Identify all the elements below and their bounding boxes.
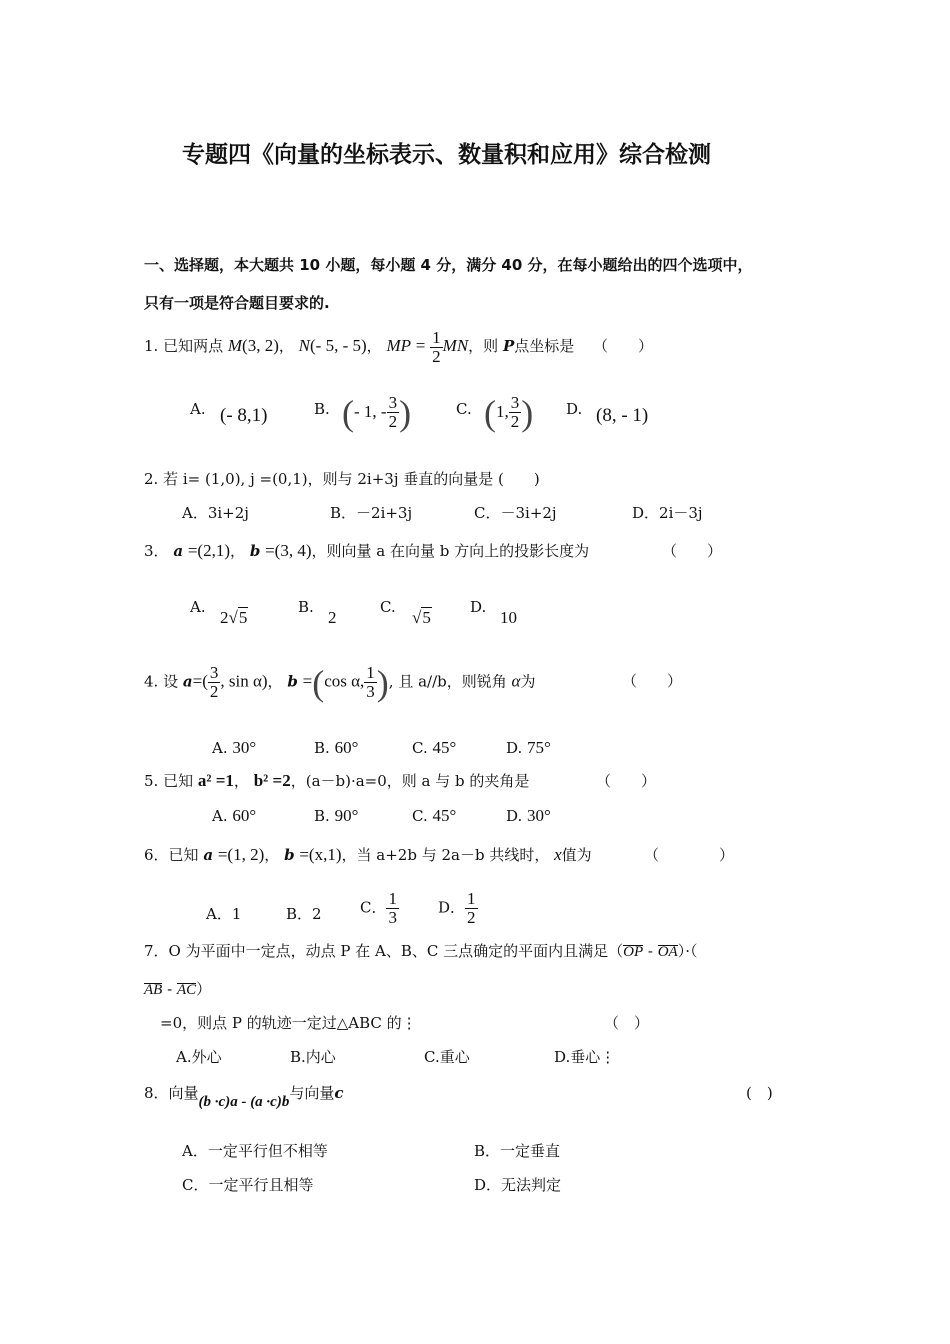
q4-text2: 为 <box>520 672 536 691</box>
q8-option-b: B．一定垂直 <box>474 1142 561 1160</box>
q1-frac-den: 2 <box>432 346 441 366</box>
q1-sep1: ， <box>278 337 294 355</box>
question-6 <box>144 844 592 865</box>
sqrt-icon: √ <box>228 608 238 627</box>
q5-b-label: B. <box>314 807 330 825</box>
q4-c-value: 45° <box>432 738 457 757</box>
q7-vector-oa: OA <box>657 944 678 960</box>
q7-option-d: D.垂心⋮ <box>554 1048 616 1066</box>
q4-number: 4. 设 <box>144 672 179 691</box>
question-7-line2 <box>144 978 211 999</box>
q3-option-d-value: 10 <box>500 608 517 627</box>
q5-option-d <box>506 806 551 826</box>
q8-vector-c: c <box>334 1084 344 1102</box>
q5-a-value: 60° <box>232 806 257 825</box>
q1-option-a-label: A. <box>190 400 206 418</box>
q4-b-rparen: ) <box>376 662 389 703</box>
page-title: 专题四《向量的坐标表示、数量积和应用》综合检测 <box>182 142 711 168</box>
q7-option-c: C.重心 <box>424 1048 470 1066</box>
q6-x: x <box>554 845 562 864</box>
q5-c-value: 45° <box>432 806 457 825</box>
q8-option-d: D．无法判定 <box>474 1176 562 1194</box>
q5-d-value: 30° <box>527 806 551 825</box>
q5-b-value: 90° <box>334 806 359 825</box>
q6-d-num: 1 <box>467 889 476 908</box>
q1-answer-paren: （ ） <box>593 337 654 355</box>
q5-number: 5. 已知 <box>144 772 194 790</box>
q1-option-c-label: C. <box>456 400 472 418</box>
q2-option-c: C．－3i+2j <box>474 504 557 522</box>
q2-option-b: B．－2i+3j <box>330 504 413 522</box>
question-7-line3: =0，则点 P 的轨迹一定过△ABC 的⋮ <box>160 1014 417 1032</box>
q3-option-c-label: C. <box>380 598 396 616</box>
q4-sep: ， <box>267 672 283 691</box>
q1-c-den: 2 <box>510 412 520 431</box>
q4-a-den: 2 <box>209 682 219 701</box>
q6-a-value: =(1, 2) <box>217 845 265 864</box>
q4-answer-paren: （ ） <box>622 672 683 690</box>
q1-option-c-value <box>484 394 533 431</box>
sqrt-icon: √ <box>412 608 422 627</box>
q3-vector-a: a <box>173 542 184 560</box>
question-8 <box>144 1082 344 1110</box>
q7-vector-ac: AC <box>176 982 197 998</box>
question-3 <box>144 540 589 561</box>
q3-vector-b: b <box>249 542 261 560</box>
q7-vector-op: OP <box>623 944 644 960</box>
q4-a-rest: , sin α) <box>220 671 268 691</box>
q3-option-a-value <box>220 608 248 628</box>
q1-c-num: 3 <box>510 393 520 412</box>
q3-a-radicand: 5 <box>238 608 248 627</box>
q3-answer-paren: （ ） <box>662 542 723 560</box>
q8-text: 与向量 <box>289 1084 335 1102</box>
q4-a-frac <box>208 664 221 701</box>
q3-text: ，则向量 a 在向量 b 方向上的投影长度为 <box>311 542 590 560</box>
q1-text-c: 点坐标是 <box>514 337 575 355</box>
q4-b-den: 3 <box>366 682 375 701</box>
q1-b-num: 3 <box>388 393 398 412</box>
q6-text: ，当 a+2b 与 2a－b 共线时， <box>341 846 550 864</box>
q1-option-b-value <box>342 394 411 431</box>
q4-b-label: B. <box>314 739 330 757</box>
q5-option-a <box>212 806 256 826</box>
q3-b-value: =(3, 4) <box>265 541 312 560</box>
q3-option-d-label: D. <box>470 598 487 616</box>
q5-c-label: C. <box>412 807 428 825</box>
q1-option-d-value: (8, - 1) <box>596 405 649 426</box>
q4-c-label: C. <box>412 739 428 757</box>
q6-text2: 值为 <box>561 846 592 864</box>
question-1 <box>144 326 653 366</box>
q1-b-den: 2 <box>388 412 398 431</box>
q6-sep: ， <box>264 846 280 864</box>
q6-option-c <box>360 890 399 927</box>
q7-close: ） <box>196 980 212 998</box>
q7-option-b: B.内心 <box>290 1048 336 1066</box>
q4-b-frac <box>364 664 377 701</box>
q8-option-a: A．一定平行但不相等 <box>182 1142 328 1160</box>
question-5 <box>144 770 529 791</box>
q7-option-a: A.外心 <box>176 1048 222 1066</box>
q5-a-label: A. <box>212 807 228 825</box>
q1-point-m: M <box>227 336 243 355</box>
q1-text-b: ，则 <box>468 337 499 355</box>
q1-b-lparen: ( <box>342 392 354 433</box>
q4-a-eq: =( <box>192 671 208 691</box>
q6-option-b: B．2 <box>286 905 322 923</box>
q1-option-a <box>190 400 206 418</box>
q4-vector-a: a <box>182 672 193 691</box>
q6-answer-paren: （ ） <box>644 846 735 864</box>
q1-m-coords: (3, 2) <box>242 336 279 355</box>
q4-a-num: 3 <box>209 663 219 682</box>
q3-c-radicand: 5 <box>422 608 431 627</box>
q1-c-lparen: ( <box>484 392 496 433</box>
q6-number: 6．已知 <box>144 846 199 864</box>
q8-expression: (b ·c)a - (a ·c)b <box>198 1094 290 1110</box>
q4-option-d <box>506 738 551 758</box>
q4-alpha: α <box>511 671 521 691</box>
q1-b-pre: - 1, - <box>354 402 387 421</box>
q1-n-coords: (- 5, - 5) <box>310 336 367 355</box>
q6-option-a: A．1 <box>206 905 242 923</box>
q1-option-d-label: D. <box>566 400 583 418</box>
q4-d-value: 75° <box>527 738 551 757</box>
q6-d-label: D． <box>438 898 466 917</box>
q1-option-a-value: (- 8,1) <box>220 405 268 426</box>
q2-option-d: D．2i－3j <box>632 504 703 522</box>
q3-a-value: =(2,1) <box>187 541 231 560</box>
q1-point-p: P <box>502 337 515 355</box>
q7-vector-ab: AB <box>144 982 163 998</box>
question-2: 2. 若 i= (1,0), j =(0,1)，则与 2i+3j 垂直的向量是 ( ) <box>144 470 540 488</box>
q7-minus: - <box>643 942 658 960</box>
q1-prefix: 1. 已知两点 <box>144 337 224 355</box>
q3-sep: ， <box>230 542 246 560</box>
q5-option-c <box>412 806 456 826</box>
q5-d-label: D. <box>506 807 523 825</box>
q2-option-a: A．3i+2j <box>182 504 249 522</box>
question-7-line1 <box>144 940 698 961</box>
q4-option-b <box>314 738 358 758</box>
q6-c-num: 1 <box>388 889 397 908</box>
q7-answer-paren: （ ） <box>604 1014 650 1032</box>
q5-sep: ， <box>233 772 249 790</box>
q6-c-den: 3 <box>388 908 397 927</box>
q6-d-den: 2 <box>467 908 476 927</box>
q3-option-b-label: B. <box>298 598 314 616</box>
q6-vector-b: b <box>284 846 295 864</box>
q4-text: , 且 a//b，则锐角 <box>388 672 507 691</box>
q5-answer-paren: （ ） <box>596 772 657 790</box>
q4-option-c <box>412 738 456 758</box>
q1-vector-mn: MN <box>442 336 469 355</box>
q4-b-num: 1 <box>366 663 375 682</box>
q5-a-squared: a² =1 <box>197 771 234 790</box>
q3-option-a-label: A. <box>190 598 206 616</box>
q7-line1-text: 7．O 为平面中一定点，动点 P 在 A、B、C 三点确定的平面内且满足（ <box>144 942 624 960</box>
q6-d-frac <box>465 890 478 927</box>
q1-frac-num: 1 <box>432 327 441 347</box>
q1-c-pre: 1, <box>496 402 509 421</box>
q1-c-frac <box>509 394 522 431</box>
section-heading-line2: 只有一项是符合题目要求的. <box>144 294 330 312</box>
q7-minus2: - <box>162 980 177 998</box>
q1-sep2: ， <box>366 337 382 355</box>
q4-a-value: 30° <box>232 738 257 757</box>
q4-b-lparen: ( <box>312 662 325 703</box>
q1-option-b-label: B. <box>314 400 330 418</box>
q1-fraction <box>430 329 443 366</box>
q4-d-label: D. <box>506 739 523 757</box>
q8-number: 8．向量 <box>144 1084 199 1102</box>
q4-a-label: A. <box>212 739 228 757</box>
q7-dot: ）·（ <box>677 942 698 960</box>
section-heading-line1: 一、选择题，本大题共 10 小题，每小题 4 分，满分 40 分，在每小题给出的四个选项中， <box>144 256 753 274</box>
q6-c-label: C． <box>360 898 387 917</box>
q1-equals: = <box>415 336 426 355</box>
q4-vector-b: b <box>287 672 298 691</box>
q6-vector-a: a <box>203 846 214 864</box>
q3-a-coef: 2 <box>220 608 229 627</box>
q3-number: 3． <box>144 542 169 560</box>
q4-b-eq: = <box>302 671 313 691</box>
q5-text: ，(a－b)·a=0，则 a 与 b 的夹角是 <box>290 772 530 790</box>
q5-b-squared: b² =2 <box>253 771 291 790</box>
q6-c-frac <box>386 890 399 927</box>
q4-b-value: 60° <box>334 738 359 757</box>
q1-point-n: N <box>298 336 311 355</box>
q3-option-b-value: 2 <box>328 608 337 627</box>
q4-option-a <box>212 738 256 758</box>
q8-answer-paren: ( ) <box>746 1084 773 1102</box>
q5-option-b <box>314 806 358 826</box>
q6-option-d <box>438 890 478 927</box>
question-4 <box>144 664 535 701</box>
q6-b-value: =(x,1) <box>299 845 342 864</box>
q1-vector-mp: MP <box>386 336 412 355</box>
q1-c-rparen: ) <box>521 392 534 433</box>
q1-b-frac <box>387 394 400 431</box>
q3-option-c-value <box>412 608 432 628</box>
q1-b-rparen: ) <box>399 392 412 433</box>
q8-option-c: C．一定平行且相等 <box>182 1176 314 1194</box>
q4-b-pre: cos α, <box>324 671 365 691</box>
